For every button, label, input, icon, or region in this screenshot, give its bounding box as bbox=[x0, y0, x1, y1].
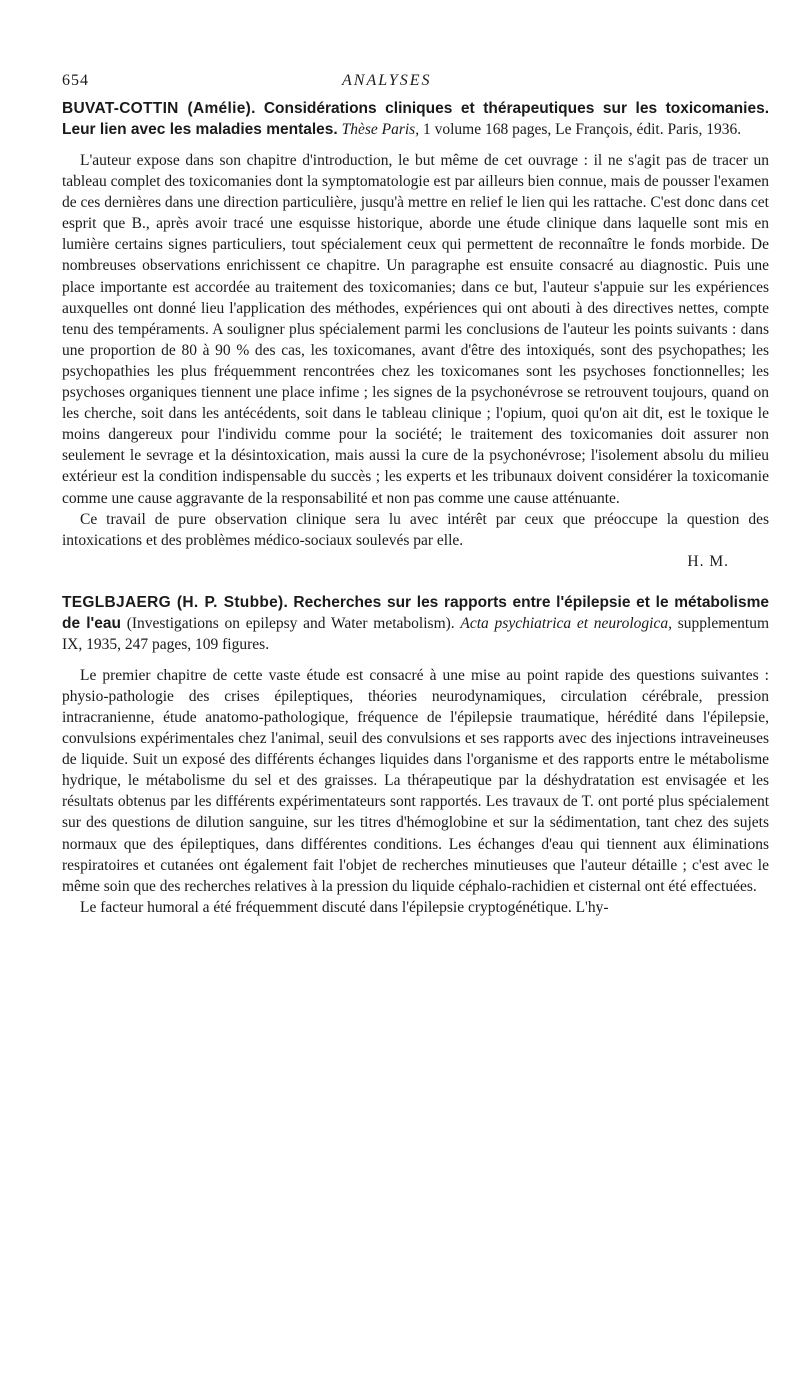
entry-signature: H. M. bbox=[687, 552, 729, 570]
entry-paragraph: L'auteur expose dans son chapitre d'introduction, le but même de cet ouvrage : il ne s'agit pas de tracer un tableau complet des toxicomanies dont la symptomatologie est par ailleurs bien connue, mais de pousser l'examen de ces dernières dans une direction particulière, jusqu'à mettre en relief le lien qui les rattache. C'est donc dans cet esprit que B., après avoir tracé une esquisse historique, aborde une étude clinique dans laquelle sont mis en lumière certains signes particuliers, tout spécialement ceux qui permettent de reconnaître le fonds morbide. De nombreuses observations enrichissent ce chapitre. Un paragraphe est ensuite consacré au diagnostic. Puis une place importante est accordée au traitement des toxicomanies; dans ce but, l'auteur s'appuie sur les expériences auxquelles ont donné lieu l'application des méthodes, expériences qui ont abouti à des directives nettes, compte tenu des tempéraments. A souligner plus spécialement parmi les conclusions de l'auteur les points suivants : dans une proportion de 80 à 90 % des cas, les toxicomanes, avant d'être des intoxiqués, sont des psychopathes; les psychopathies les plus fréquemment rencontrées chez les toxicomanes sont les psychoses fonctionnelles; les psychoses organiques tiennent une place infime ; les signes de la psychonévrose se retrouvent toujours, quand on les cherche, soit dans les antécédents, soit dans le tableau clinique ; l'opium, quoi qu'on ait dit, est le toxique le moins dangereux pour l'individu comme pour la société; le traitement des toxicomanies doit assurer non seulement le sevrage et la désintoxication, mais aussi la cure de la psychonévrose; l'isolement absolu du milieu extérieur est la condition indispensable du succès ; les experts et les tribunaux doivent considérer la toxicomanie comme une cause aggravante de la responsabilité et non pas comme une cause atténuante. bbox=[62, 152, 769, 507]
review-entry bbox=[62, 98, 769, 572]
entry-paragraph: Ce travail de pure observation clinique sera lu avec intérêt par ceux que préoccupe la question des intoxications et des problèmes médico-sociaux soulevés par elle. bbox=[62, 510, 769, 549]
entry-heading bbox=[62, 98, 769, 140]
entry-paragraph: Le premier chapitre de cette vaste étude est consacré à une mise au point rapide des questions suivantes : physio-pathologie des crises épileptiques, théories neurodynamiques, circulation cérébrale, pression intracranienne, étude anatomo-pathologique, fréquence de l'épilepsie traumatique, hérédité dans l'épilepsie, convulsions expérimentales chez l'animal, seuil des convulsions et ses rapports avec des injections intraveineuses de liquide. Suit un exposé des différents échanges liquides dans l'organisme et des rapports entre le métabolisme hydrique, le métabolisme du sel et des graisses. La thérapeutique par la déshydratation est envisagée et les résultats obtenus par les différents expérimentateurs sont rapportés. Les travaux de T. ont porté plus spécialement sur des questions de dilution sanguine, sur les titres d'hémoglobine et sur la sédimentation, tant chez des sujets normaux que des épileptiques, dans différentes conditions. Les échanges d'eau qui tiennent aux éliminations respiratoires et cutanées ont également fait l'objet de recherches minutieuses que l'auteur détaille ; c'est avec le même soin que des recherches relatives à la pression du liquide céphalo-rachidien et cisternal ont été effectuées. bbox=[62, 666, 769, 895]
page-number: 654 bbox=[62, 72, 89, 89]
entry-author: BUVAT-COTTIN (Amélie). bbox=[62, 100, 256, 117]
entry-heading bbox=[62, 592, 769, 655]
entry-paragraph: Le facteur humoral a été fréquemment discuté dans l'épilepsie cryptogénétique. L'hy- bbox=[80, 898, 609, 916]
page bbox=[62, 72, 769, 918]
entry-title: Considérations cliniques et thérapeutiques sur les toxicomanies. Leur lien avec les maladies mentales. bbox=[62, 100, 769, 138]
running-title: ANALYSES bbox=[342, 72, 432, 89]
entry-author: TEGLBJAERG (H. P. Stubbe). bbox=[62, 593, 289, 611]
entry-source: Thèse Paris, bbox=[341, 121, 420, 138]
running-head bbox=[62, 72, 769, 98]
entry-body bbox=[62, 665, 769, 918]
entry-source-details: supplementum IX, 1935, 247 pages, 109 figures. bbox=[62, 614, 770, 653]
entry-title-translation: (Investigations on epilepsy and Water metabolism). bbox=[126, 614, 455, 632]
entry-title: Recherches sur les rapports entre l'épilepsie et le métabolisme de l'eau bbox=[62, 593, 770, 632]
entry-source: Acta psychiatrica et neurologica, bbox=[460, 614, 672, 632]
entry-source-details: 1 volume 168 pages, Le François, édit. Paris, 1936. bbox=[422, 121, 742, 138]
review-entry bbox=[62, 592, 769, 918]
entry-body bbox=[62, 150, 769, 551]
